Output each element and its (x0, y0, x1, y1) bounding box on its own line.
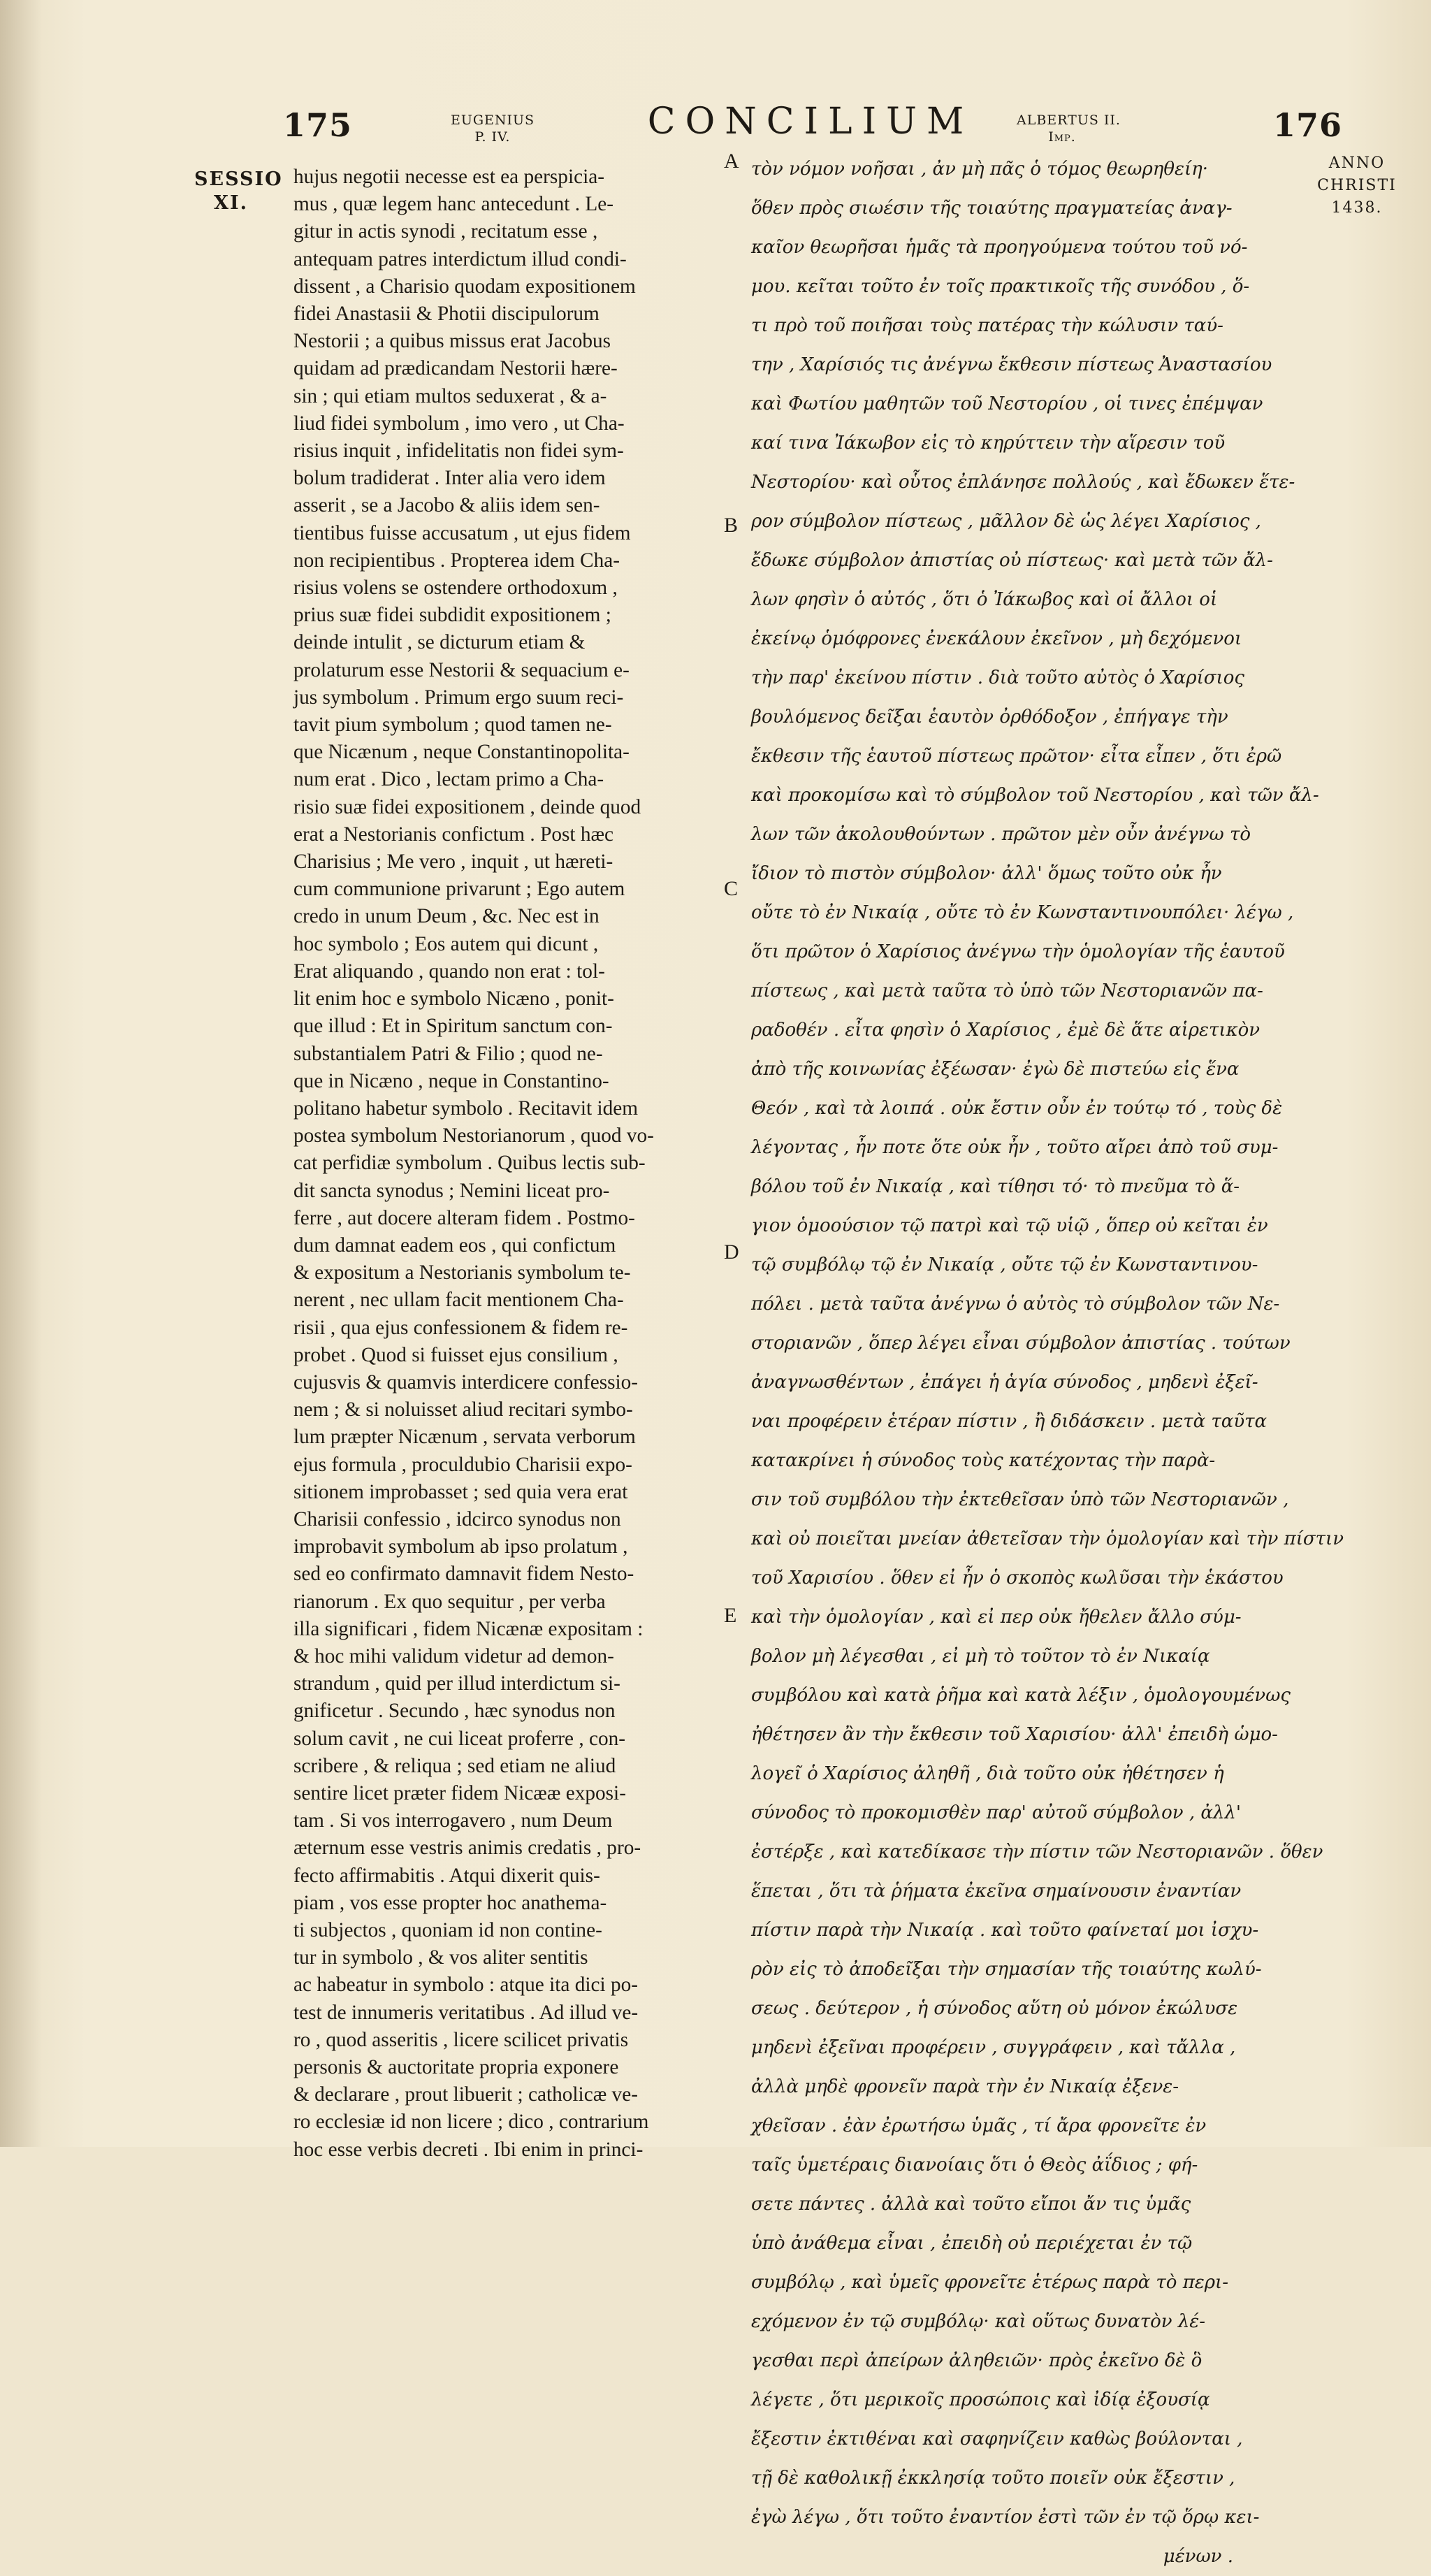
latin-text-line: politano habetur symbolo . Recitavit idem (293, 1097, 639, 1120)
latin-text-line: credo in unum Deum , &c. Nec est in (293, 905, 600, 928)
latin-text-line: Charisius ; Me vero , inquit , ut hæreti- (293, 851, 613, 874)
latin-text-line: ferre , aut docere alteram fidem . Postmo- (293, 1206, 635, 1229)
latin-text-line: tientibus fuisse accusatum , ut ejus fidem (293, 521, 631, 544)
latin-text-line: piam , vos esse propter hoc anathema- (293, 1891, 607, 1914)
latin-text-line: liud fidei symbolum , imo vero , ut Cha- (293, 412, 625, 435)
greek-text-line: ἐκείνῳ ὁμόφρονες ἐνεκάλουν ἐκεῖνον , μὴ δεχόμενοι (751, 628, 1242, 649)
greek-text-line: ὅτι πρῶτον ὁ Χαρίσιος ἀνέγνω τὴν ὁμολογίαν τῆς ἑαυτοῦ (751, 941, 1285, 962)
latin-text-line: & expositum a Nestorianis symbolum te- (293, 1261, 631, 1285)
greek-text-line: συμβόλῳ , καὶ ὑμεῖς φρονεῖτε ἑτέρως παρὰ τὸ περι- (751, 2272, 1229, 2293)
greek-text-line: γιον ὁμοούσιον τῷ πατρὶ καὶ τῷ υἱῷ , ὅπερ οὐ κεῖται ἐν (751, 1215, 1268, 1236)
section-marker-e: E (724, 1604, 737, 1627)
latin-text-line: cum communione privarunt ; Ego autem (293, 878, 625, 901)
greek-text-line: ἕπεται , ὅτι τὰ ῥήματα ἐκεῖνα σημαίνουσιν ἐναντίαν (751, 1881, 1242, 1902)
latin-text-line: antequam patres interdictum illud condi- (293, 247, 627, 270)
latin-text-line: bolum tradiderat . Inter alia vero idem (293, 467, 606, 490)
latin-text-line: lum præpter Nicænum , servata verborum (293, 1426, 636, 1449)
section-marker-b: B (724, 514, 739, 537)
latin-text-line: tavit pium symbolum ; quod tamen ne- (293, 714, 612, 737)
latin-text-line: substantialem Patri & Filio ; quod ne- (293, 1042, 603, 1065)
latin-text-line: deinde intulit , se dicturum etiam & (293, 631, 586, 654)
latin-text-line: fecto affirmabitis . Atqui dixerit quis- (293, 1864, 600, 1887)
greek-text-line: καὶ προκομίσω καὶ τὸ σύμβολον τοῦ Νεστορίου , καὶ τῶν ἄλ- (751, 785, 1319, 806)
latin-text-line: gnificetur . Secundo , hæc synodus non (293, 1700, 616, 1723)
running-head-line: P. IV. (474, 129, 511, 145)
latin-text-line: cat perfidiæ symbolum . Quibus lectis sub- (293, 1152, 646, 1175)
latin-text-line: que in Nicæno , neque in Constantino- (293, 1069, 609, 1092)
latin-text-line: probet . Quod si fuisset ejus consilium , (293, 1343, 618, 1366)
greek-text-line: σιν τοῦ συμβόλου τὴν ἐκτεθεῖσαν ὑπὸ τῶν Νεστοριανῶν , (751, 1489, 1289, 1510)
greek-text-line: ἀλλὰ μηδὲ φρονεῖν παρὰ τὴν ἐν Νικαίᾳ ἐξενε- (751, 2076, 1179, 2097)
latin-text-line: risius inquit , infidelitatis non fidei sym- (293, 440, 624, 463)
latin-text-line: strandum , quid per illud interdictum si- (293, 1672, 620, 1695)
latin-text-line: sitionem improbasset ; sed quia vera erat (293, 1480, 628, 1503)
latin-text-line: sentire licet præter fidem Nicææ exposi- (293, 1781, 626, 1804)
latin-text-line: improbavit symbolum ab ipso prolatum , (293, 1535, 628, 1558)
latin-text-line: ejus formula , proculdubio Charisii expo- (293, 1453, 632, 1476)
anno-label: ANNO (1328, 154, 1386, 172)
greek-text-line: πίστιν παρὰ τὴν Νικαίᾳ . καὶ τοῦτο φαίνεταί μοι ἰσχυ- (751, 1920, 1259, 1941)
latin-text-line: Nestorii ; a quibus missus erat Jacobus (293, 330, 611, 353)
latin-text-line: hoc esse verbis decreti . Ibi enim in princi- (293, 2138, 644, 2161)
latin-text-line: tur in symbolo , & vos aliter sentitis (293, 1946, 588, 1969)
latin-text-line: fidei Anastasii & Photii discipulorum (293, 303, 600, 326)
latin-text-line: asserit , se a Jacobo & aliis idem sen- (293, 494, 600, 517)
greek-text-line: την , Χαρίσιός τις ἀνέγνω ἔκθεσιν πίστεως Ἀναστασίου (751, 354, 1272, 375)
year-label: 1438. (1331, 199, 1383, 217)
greek-text-line: ταῖς ὑμετέραις διανοίαις ὅτι ὁ Θεὸς ἀΐδιος ; φή- (751, 2155, 1198, 2176)
latin-text-line: æternum esse vestris animis credatis , pro- (293, 1837, 641, 1860)
latin-text-line: prolaturum esse Nestorii & sequacium e- (293, 658, 630, 681)
latin-text-line: num erat . Dico , lectam primo a Cha- (293, 768, 604, 791)
greek-text-line: λέγετε , ὅτι μερικοῖς προσώποις καὶ ἰδίᾳ ἐξουσίᾳ (751, 2389, 1210, 2410)
latin-text-line: personis & auctoritate propria exponere (293, 2056, 619, 2079)
greek-text-line: πίστεως , καὶ μετὰ ταῦτα τὸ ὑπὸ τῶν Νεστοριανῶν πα- (751, 981, 1263, 1001)
greek-text-line: τὴν παρ' ἐκείνου πίστιν . διὰ τοῦτο αὐτὸς ὁ Χαρίσιος (751, 667, 1244, 688)
section-marker-d: D (724, 1240, 739, 1264)
greek-text-line: κατακρίνει ἡ σύνοδος τοὺς κατέχοντας τὴν παρὰ- (751, 1450, 1216, 1471)
greek-text-line: Νεστορίου· καὶ οὗτος ἐπλάνησε πολλούς , καὶ ἔδωκεν ἕτε- (751, 472, 1295, 493)
latin-text-line: postea symbolum Nestorianorum , quod vo- (293, 1124, 654, 1148)
running-head-line: Imp. (1048, 129, 1076, 145)
greek-text-line: καὶ οὐ ποιεῖται μνείαν ἀθετεῖσαν τὴν ὁμολογίαν καὶ τὴν πίστιν (751, 1528, 1344, 1549)
latin-text-line: erat a Nestorianis confictum . Post hæc (293, 823, 614, 846)
greek-text-line: λογεῖ ὁ Χαρίσιος ἀληθῆ , διὰ τοῦτο οὐκ ἠθέτησεν ἡ (751, 1763, 1224, 1784)
latin-text-line: & hoc mihi validum videtur ad demon- (293, 1644, 614, 1667)
right-running-head (1017, 112, 1121, 145)
latin-text-column (293, 164, 720, 2164)
greek-text-line: σεως . δεύτερον , ἡ σύνοδος αὕτη οὐ μόνον ἐκώλυσε (751, 1998, 1238, 2019)
latin-text-line: quidam ad prædicandam Nestorii hære- (293, 357, 618, 380)
greek-text-line: ἀπὸ τῆς κοινωνίας ἐξέωσαν· ἐγὼ δὲ πιστεύω εἰς ἕνα (751, 1059, 1240, 1080)
latin-text-line: ro ecclesiæ id non licere ; dico , contrarium (293, 2111, 649, 2134)
latin-text-line: gitur in actis synodi , recitatum esse , (293, 220, 598, 243)
page-title: CONCILIUM (647, 101, 974, 143)
greek-text-line: καί τινα Ἰάκωβον εἰς τὸ κηρύττειν τὴν αἵρεσιν τοῦ (751, 433, 1226, 454)
greek-text-line: ἔδωκε σύμβολον ἀπιστίας οὐ πίστεως· καὶ μετὰ τῶν ἄλ- (751, 550, 1273, 571)
latin-text-line: hujus negotii necesse est ea perspicia- (293, 166, 604, 188)
greek-text-line: λέγοντας , ἦν ποτε ὅτε οὐκ ἦν , τοῦτο αἴρει ἀπὸ τοῦ συμ- (751, 1137, 1279, 1158)
greek-text-line: σετε πάντες . ἀλλὰ καὶ τοῦτο εἴποι ἄν τις ὑμᾶς (751, 2194, 1191, 2215)
latin-text-line: mus , quæ legem hanc antecedunt . Le- (293, 193, 614, 216)
greek-text-line: λων φησὶν ὁ αὐτός , ὅτι ὁ Ἰάκωβος καὶ οἱ ἄλλοι οἱ (751, 589, 1218, 610)
greek-text-line: καὶ τὴν ὁμολογίαν , καὶ εἰ περ οὐκ ἤθελεν ἄλλο σύμ- (751, 1607, 1242, 1628)
latin-text-line: test de innumeris veritatibus . Ad illud ve- (293, 2001, 639, 2024)
latin-text-line: illa significari , fidem Nicænæ expositam : (293, 1617, 644, 1640)
greek-text-line: στοριανῶν , ὅπερ λέγει εἶναι σύμβολον ἀπιστίας . τούτων (751, 1333, 1291, 1354)
section-marker-c: C (724, 877, 739, 900)
left-page-number: 175 (283, 106, 353, 144)
greek-text-line: ἐστέρξε , καὶ κατεδίκασε τὴν πίστιν τῶν Νεστοριανῶν . ὅθεν (751, 1841, 1323, 1862)
anno-marginal-note (1294, 152, 1420, 219)
latin-text-line: nem ; & si noluisset aliud recitari symbo- (293, 1398, 633, 1421)
latin-text-line: scribere , & reliqua ; sed etiam ne aliud (293, 1754, 616, 1777)
greek-text-line: τῷ συμβόλῳ τῷ ἐν Νικαίᾳ , οὔτε τῷ ἐν Κωνσταντινου- (751, 1254, 1258, 1275)
greek-text-line: ὑπὸ ἀνάθεμα εἶναι , ἐπειδὴ οὐ περιέχεται ἐν τῷ (751, 2233, 1193, 2254)
greek-text-line: ἔκθεσιν τῆς ἑαυτοῦ πίστεως πρῶτον· εἶτα εἶπεν , ὅτι ἐρῶ (751, 746, 1282, 767)
greek-text-line: λων τῶν ἀκολουθούντων . πρῶτον μὲν οὖν ἀνέγνω τὸ (751, 824, 1251, 845)
greek-text-line: καὶ Φωτίου μαθητῶν τοῦ Νεστορίου , οἱ τινες ἐπέμψαν (751, 393, 1263, 414)
latin-text-line: prius suæ fidei subdidit expositionem ; (293, 604, 611, 627)
greek-text-column (751, 150, 1344, 2576)
greek-text-line: μένων . (1163, 2546, 1233, 2567)
latin-text-line: ro , quod asseritis , licere scilicet privatis (293, 2028, 629, 2051)
greek-text-line: τὸν νόμον νοῆσαι , ἀν μὴ πᾶς ὁ τόμος θεωρηθείη· (751, 159, 1208, 180)
latin-text-line: dissent , a Charisio quodam expositionem (293, 275, 636, 298)
greek-text-line: μηδενὶ ἐξεῖναι προφέρειν , συγγράφειν , καὶ τἄλλα , (751, 2037, 1236, 2058)
latin-text-line: nerent , nec ullam facit mentionem Cha- (293, 1289, 624, 1312)
greek-text-line: ὅθεν πρὸς σιωέσιν τῆς τοιαύτης πραγματείας ἀναγ- (751, 198, 1233, 219)
latin-text-line: solum cavit , ne cui liceat proferre , con- (293, 1727, 626, 1750)
greek-text-line: βολον μὴ λέγεσθαι , εἰ μὴ τὸ τοῦτον τὸ ἐν Νικαίᾳ (751, 1646, 1210, 1667)
latin-text-line: tam . Si vos interrogavero , num Deum (293, 1809, 613, 1832)
sessio-number: XI. (214, 192, 248, 214)
latin-text-line: risio suæ fidei expositionem , deinde quod (293, 795, 641, 818)
latin-text-line: sed eo confirmato damnavit fidem Nesto- (293, 1563, 634, 1586)
greek-text-line: ρὸν εἰς τὸ ἀποδεῖξαι τὴν σημασίαν τῆς τοιαύτης κωλύ- (751, 1959, 1262, 1980)
greek-text-line: ἴδιον τὸ πιστὸν σύμβολον· ἀλλ' ὅμως τοῦτο οὐκ ἦν (751, 863, 1222, 884)
running-head-line: ALBERTUS II. (1017, 113, 1121, 128)
greek-text-line: σύνοδος τὸ προκομισθὲν παρ' αὐτοῦ σύμβολον , ἀλλ' (751, 1802, 1242, 1823)
latin-text-line: lit enim hoc e symbolo Nicæno , ponit- (293, 987, 614, 1011)
greek-text-line: ναι προφέρειν ἑτέραν πίστιν , ἢ διδάσκειν . μετὰ ταῦτα (751, 1411, 1267, 1432)
latin-text-line: ti subjectos , quoniam id non contine- (293, 1919, 602, 1941)
greek-text-line: τι πρὸ τοῦ ποιῆσαι τοὺς πατέρας τὴν κώλυσιν ταύ- (751, 315, 1223, 336)
greek-text-line: Θεόν , καὶ τὰ λοιπά . οὐκ ἔστιν οὖν ἐν τούτῳ τό , τοὺς δὲ (751, 1098, 1283, 1119)
latin-text-line: & declarare , prout libuerit ; catholicæ ve- (293, 2083, 638, 2106)
running-head-line: EUGENIUS (450, 113, 535, 128)
latin-text-line: dit sancta synodus ; Nemini liceat pro- (293, 1179, 610, 1202)
latin-text-line: dum damnat eadem eos , qui confictum (293, 1233, 616, 1257)
latin-text-line: Erat aliquando , quando non erat : tol- (293, 960, 605, 983)
greek-text-line: συμβόλου καὶ κατὰ ῥῆμα καὶ κατὰ λέξιν , ὁμολογουμένως (751, 1685, 1291, 1706)
left-running-head (447, 112, 538, 145)
latin-text-line: non recipientibus . Propterea idem Cha- (293, 549, 620, 572)
latin-text-line: Charisii confessio , idcirco synodus non (293, 1507, 621, 1531)
greek-text-line: μου. κεῖται τοῦτο ἐν τοῖς πρακτικοῖς τῆς συνόδου , ὅ- (751, 276, 1250, 297)
latin-text-line: risius volens se ostendere orthodoxum , (293, 577, 618, 600)
latin-text-line: rianorum . Ex quo sequitur , per verba (293, 1590, 606, 1613)
gutter-shadow (0, 0, 42, 2147)
greek-text-line: βουλόμενος δεῖξαι ἑαυτὸν ὀρθόδοξον , ἐπήγαγε τὴν (751, 707, 1228, 728)
latin-text-line: jus symbolum . Primum ergo suum reci- (293, 686, 624, 709)
greek-text-line: τοῦ Χαρισίου . ὅθεν εἰ ἦν ὁ σκοπὸς κωλῦσαι τὴν ἑκάστου (751, 1568, 1284, 1589)
right-page-number: 176 (1273, 106, 1343, 144)
latin-text-line: que Nicænum , neque Constantinopolita- (293, 741, 630, 764)
greek-text-line: ἐγὼ λέγω , ὅτι τοῦτο ἐναντίον ἐστὶ τῶν ἐν τῷ ὅρῳ κει- (751, 2507, 1260, 2528)
greek-text-line: εχόμενον ἐν τῷ συμβόλῳ· καὶ οὕτως δυνατὸν λέ- (751, 2311, 1206, 2332)
latin-text-line: que illud : Et in Spiritum sanctum con- (293, 1015, 613, 1038)
greek-text-line: οὔτε τὸ ἐν Νικαίᾳ , οὔτε τὸ ἐν Κωνσταντινουπόλει· λέγω , (751, 902, 1294, 923)
greek-text-line: ἔξεστιν ἐκτιθέναι καὶ σαφηνίζειν καθὼς βούλονται , (751, 2429, 1243, 2450)
greek-text-line: γεσθαι περὶ ἀπείρων ἀληθειῶν· πρὸς ἐκεῖνο δὲ ὃ (751, 2350, 1203, 2371)
section-marker-a: A (724, 150, 739, 173)
greek-text-line: χθεῖσαν . ἐὰν ἐρωτήσω ὑμᾶς , τί ἄρα φρονεῖτε ἐν (751, 2115, 1207, 2136)
greek-text-line: βόλου τοῦ ἐν Νικαίᾳ , καὶ τίθησι τό· τὸ πνεῦμα τὸ ἅ- (751, 1176, 1240, 1197)
latin-text-line: cujusvis & quamvis interdicere confessio- (293, 1370, 639, 1394)
greek-text-line: τῇ δὲ καθολικῇ ἐκκλησίᾳ τοῦτο ποιεῖν οὐκ ἔξεστιν , (751, 2468, 1235, 2489)
greek-text-line: ρον σύμβολον πίστεως , μᾶλλον δὲ ὡς λέγει Χαρίσιος , (751, 511, 1261, 532)
greek-text-line: καῖον θεωρῆσαι ἡμᾶς τὰ προηγούμενα τούτου τοῦ νό- (751, 237, 1248, 258)
greek-text-line: ἠθέτησεν ἂν τὴν ἔκθεσιν τοῦ Χαρισίου· ἀλλ' ἐπειδὴ ὡμο- (751, 1724, 1278, 1745)
christi-label: CHRISTI (1317, 177, 1397, 194)
greek-text-line: ραδοθέν . εἶτα φησὶν ὁ Χαρίσιος , ἐμὲ δὲ ἅτε αἱρετικὸν (751, 1020, 1261, 1041)
greek-text-line: πόλει . μετὰ ταῦτα ἀνέγνω ὁ αὐτὸς τὸ σύμβολον τῶν Νε- (751, 1294, 1280, 1315)
latin-text-line: risii , qua ejus confessionem & fidem re- (293, 1316, 628, 1339)
latin-text-line: sin ; qui etiam multos seduxerat , & a- (293, 384, 607, 407)
latin-text-line: ac habeatur in symbolo : atque ita dici po- (293, 1974, 639, 1997)
latin-text-line: hoc symbolo ; Eos autem qui dicunt , (293, 932, 599, 955)
sessio-marginal-note (194, 168, 292, 215)
sessio-label: SESSIO (194, 168, 283, 190)
greek-text-line: ἀναγνωσθέντων , ἐπάγει ἡ ἁγία σύνοδος , μηδενὶ ἐξεῖ- (751, 1372, 1258, 1393)
